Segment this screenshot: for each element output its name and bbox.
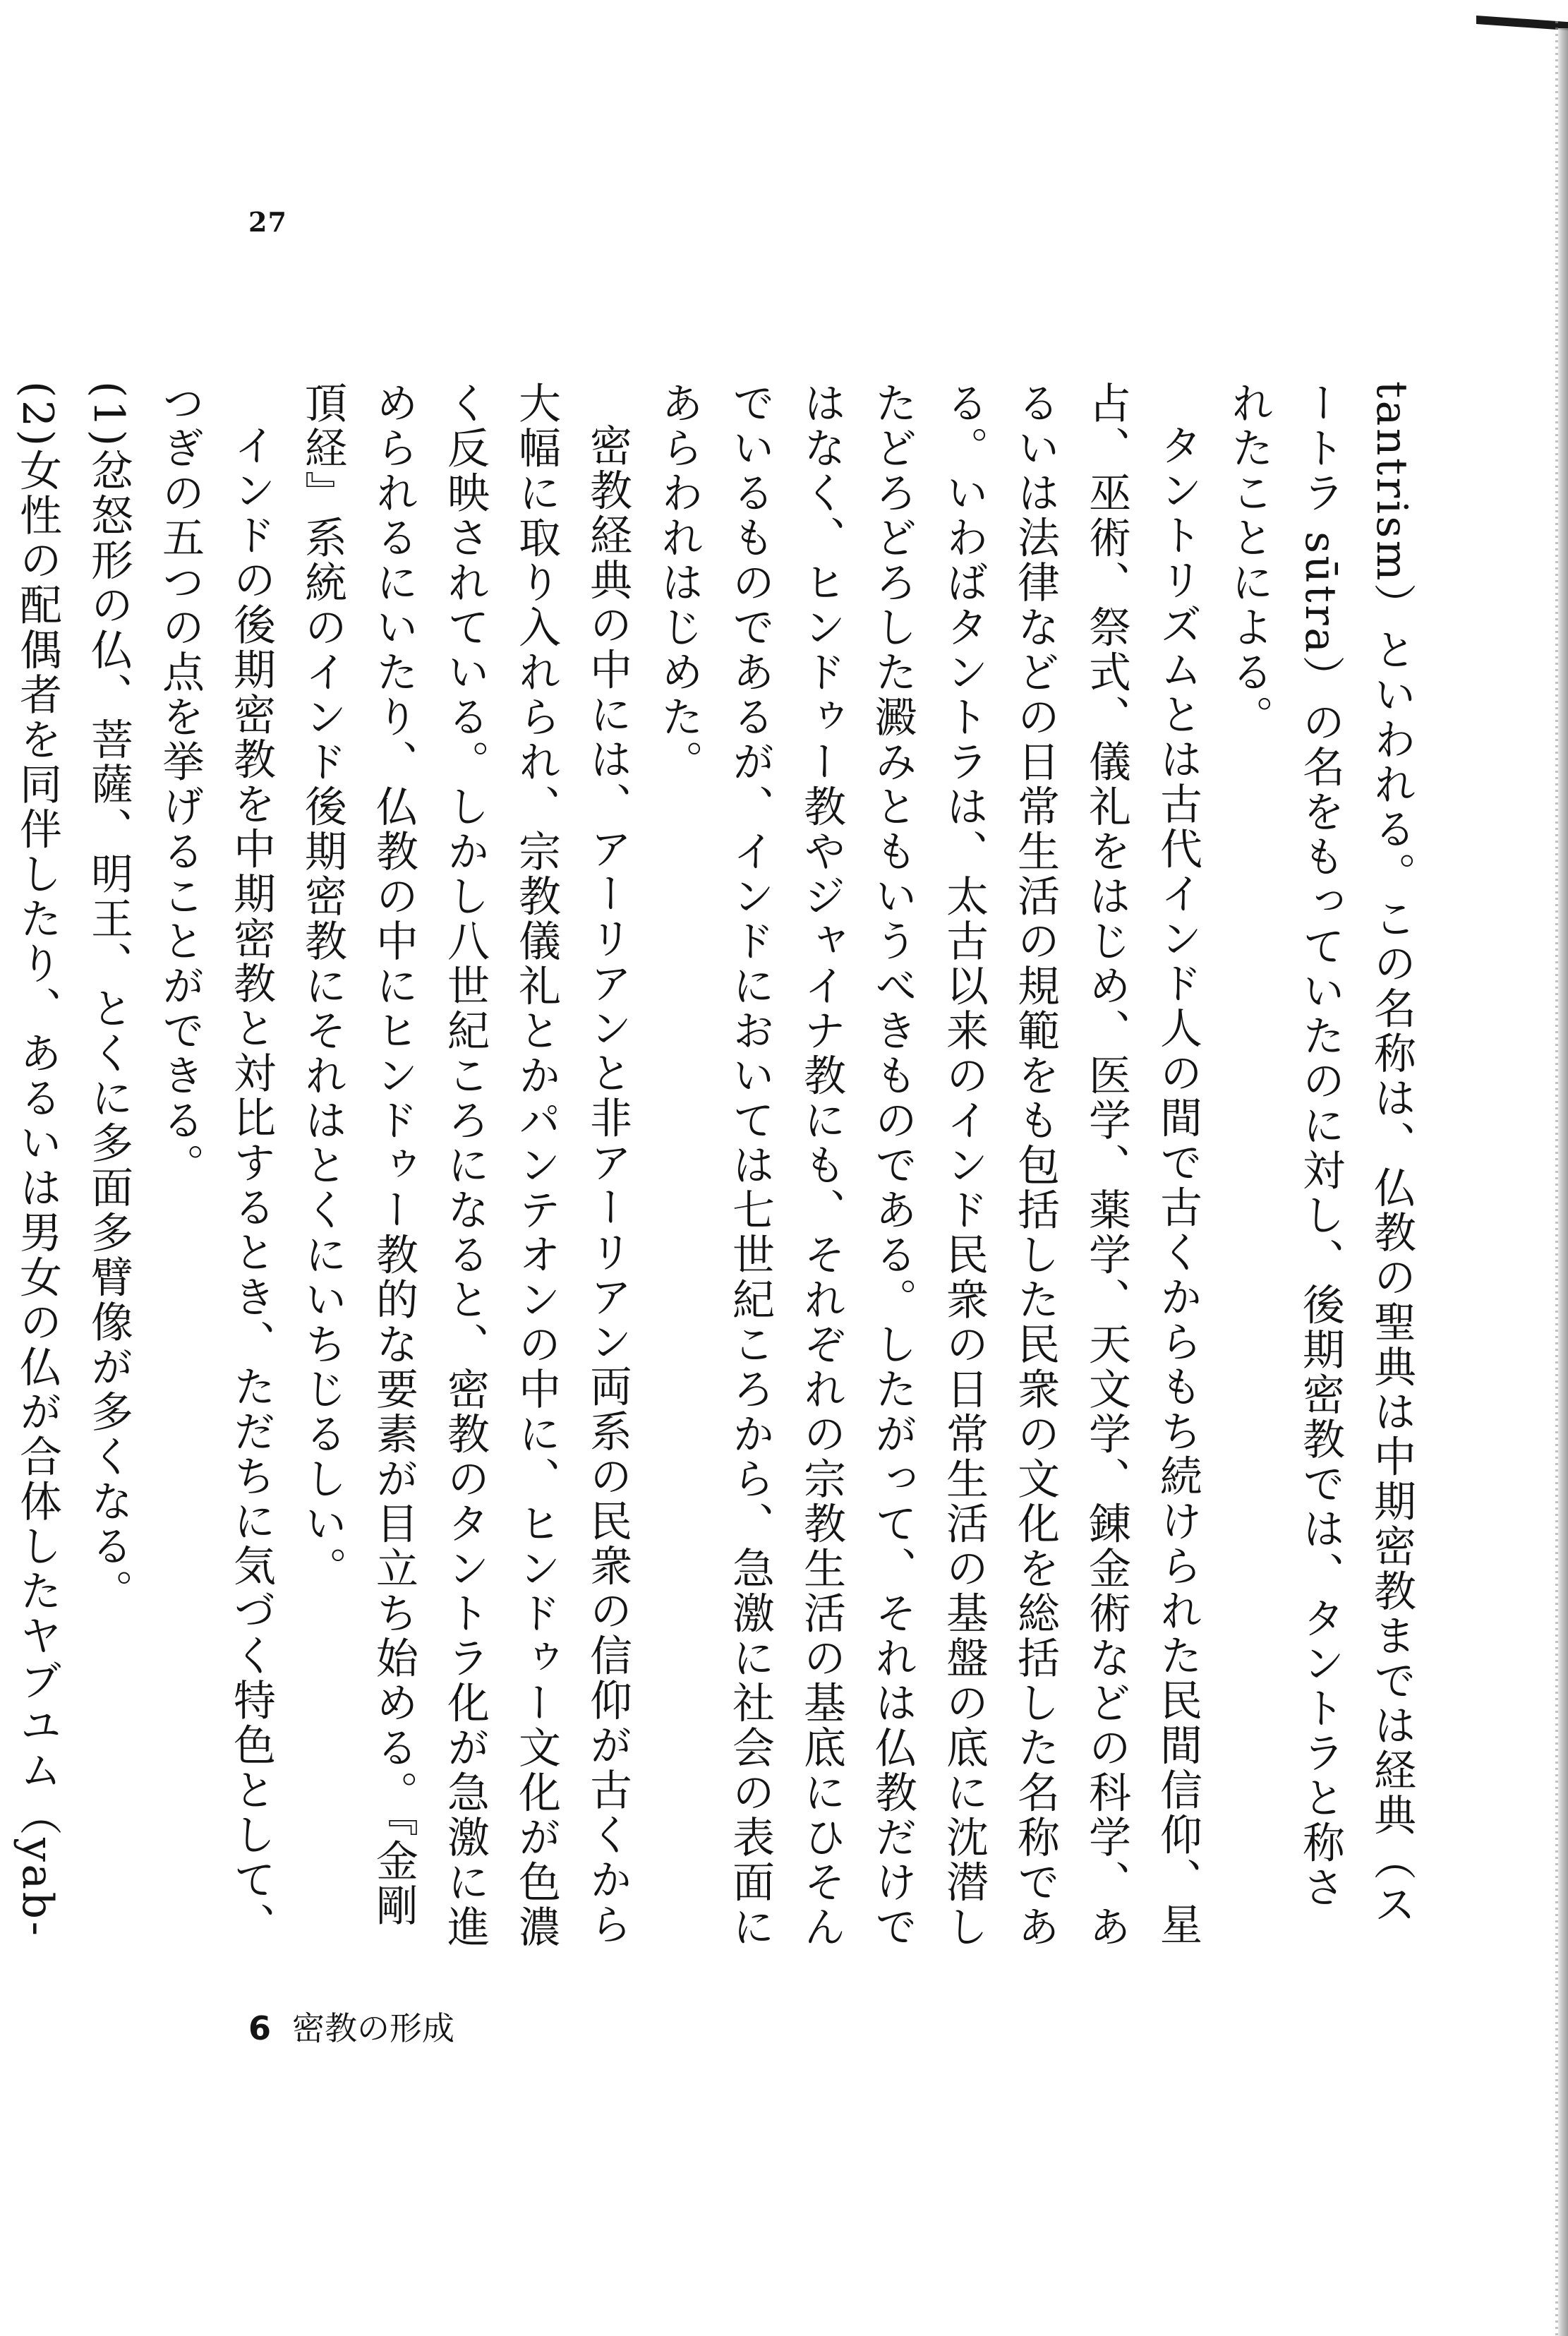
list-item: (2)女性の配偶者を同伴したり、あるいは男女の仏が合体したヤブユム（yab- <box>13 381 62 1939</box>
scan-edge-top <box>1476 16 1568 30</box>
running-footer <box>248 2003 454 2049</box>
scan-edge-shadow <box>1555 21 1558 2336</box>
paragraph: インドの後期密教を中期密教と対比するとき、ただちに気づく特色として、つぎの五つの点を挙げることができる。 <box>155 381 276 1947</box>
scan-edge-right <box>1558 28 1568 2336</box>
paragraph: 密教経典の中には、アーリアンと非アーリアン両系の民衆の信仰が古くから大幅に取り入れられ、宗教儀礼とかパンテオンの中に、ヒンドゥー文化が色濃く反映されている。しかし八世紀ころになると、密教のタントラ化が急激に進められるにいたり、仏教の中にヒンドゥー教的な要素が目立ち始める。『金剛頂経』系統のインド後期密教にそれはとくにいちじるしい。 <box>298 381 632 1950</box>
chapter-title: 密教の形成 <box>292 2009 455 2047</box>
paragraph-continuation: tantrism）といわれる。この名称は、仏教の聖典は中期密教までは経典（スートラ sūtra）の名をもっていたのに対し、後期密教では、タントラと称されたことによる。 <box>1224 381 1416 1928</box>
body-text <box>13 381 1427 1955</box>
page-number: 27 <box>248 206 287 238</box>
list-item: (1)忿怒形の仏、菩薩、明王、とくに多面多臂像が多くなる。 <box>84 381 133 1614</box>
chapter-number: 6 <box>248 2009 272 2047</box>
paragraph: タントリズムとは古代インド人の間で古くからもち続けられた民間信仰、星占、巫術、祭式、儀礼をはじめ、医学、薬学、天文学、錬金術などの科学、あるいは法律などの日常生活の規範をも包括した民衆の文化を総括した名称である。いわばタントラは、太古以来のインド民衆の日常生活の基盤の底に沈潜したどろどろした澱みともいうべきものである。したがって、それは仏教だけではなく、ヒンドゥー教やジャイナ教にも、それぞれの宗教生活の基底にひそんでいるものであるが、インドにおいては七世紀ころから、急激に社会の表面にあらわれはじめた。 <box>654 381 1202 1950</box>
